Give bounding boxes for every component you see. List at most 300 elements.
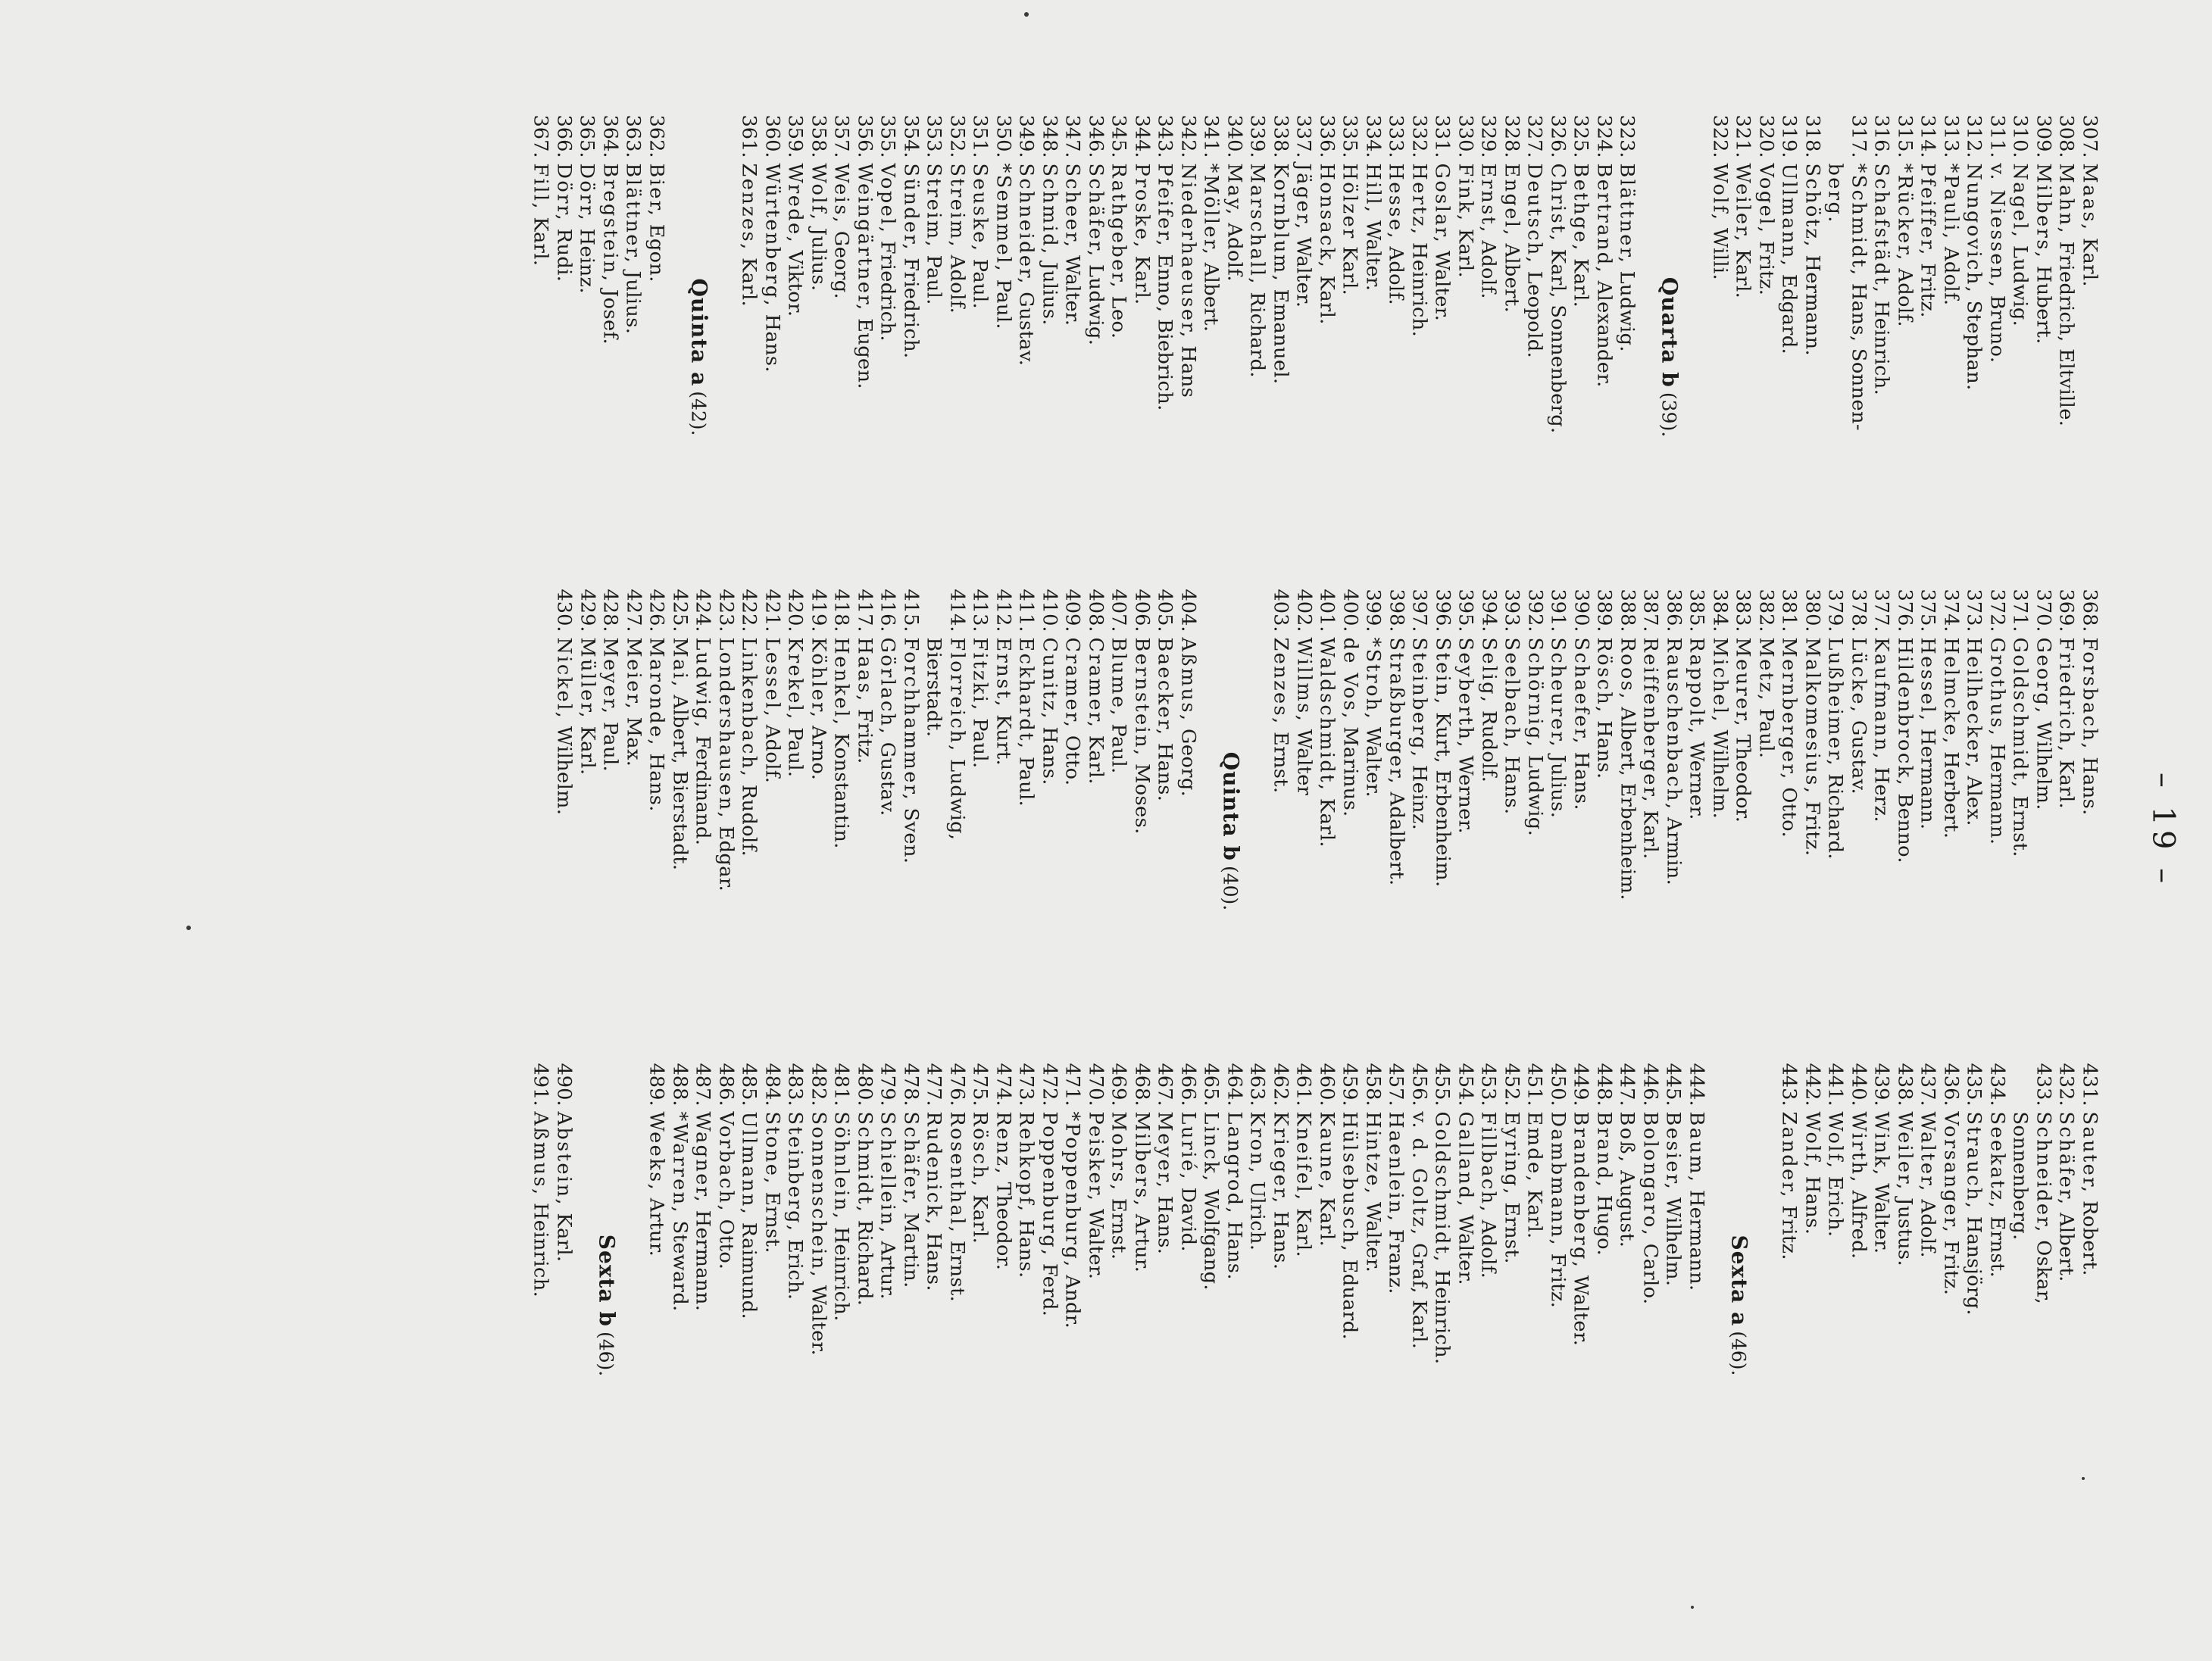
entry-name xyxy=(1386,164,1405,306)
entry-name xyxy=(2079,638,2099,816)
entry-name xyxy=(1062,1112,1082,1329)
given-name: David. xyxy=(1176,1181,1200,1252)
entry-number: 385. xyxy=(1686,589,1708,632)
pupil-entry xyxy=(1683,589,1707,1074)
entry-number: 375. xyxy=(1917,589,1939,632)
given-name: Fritz. xyxy=(1801,795,1824,857)
entry-number: 310. xyxy=(2009,114,2032,158)
given-name: Martin. xyxy=(899,1206,923,1288)
surname: Steinberg, xyxy=(1408,637,1431,759)
given-name: Erich. xyxy=(1824,1169,1847,1238)
given-name: Fritz. xyxy=(1754,234,1778,296)
pupil-entry xyxy=(1983,115,2007,600)
entry-number: 370. xyxy=(2032,589,2055,632)
entry-number: 364. xyxy=(598,114,622,158)
surname: Henkel, xyxy=(830,637,853,727)
pupil-entry xyxy=(1128,589,1154,1074)
pupil-entry xyxy=(736,115,759,600)
surname: Rosenthal, xyxy=(945,1111,969,1235)
pupil-entry xyxy=(1636,1063,1660,1548)
given-name: Viktor. xyxy=(784,244,807,317)
surname: Eyring, xyxy=(1500,1111,1523,1196)
entry-number: 347. xyxy=(1061,114,1084,158)
entry-number: 345. xyxy=(1108,114,1130,158)
pupil-entry xyxy=(643,1063,667,1548)
surname: Wink, xyxy=(1870,1111,1893,1177)
entry-number: 383. xyxy=(1732,589,1754,632)
entry-number: 469. xyxy=(1108,1063,1130,1107)
pupil-entry xyxy=(1891,1063,1917,1548)
pupil-entry xyxy=(1174,1063,1198,1548)
entry-number: 442. xyxy=(1801,1063,1824,1107)
given-name: Fritz. xyxy=(853,702,876,764)
pupil-entry xyxy=(2076,589,2099,1074)
entry-number: 460. xyxy=(1315,1063,1339,1107)
entry-name xyxy=(1409,638,1429,831)
pupil-entry xyxy=(1013,1063,1036,1548)
given-name: Ernst. xyxy=(945,1234,969,1303)
given-name: Artur. xyxy=(645,1191,668,1257)
given-name: Sven. xyxy=(899,801,923,864)
surname: Müller, xyxy=(576,637,599,720)
entry-number: 372. xyxy=(1985,589,2009,632)
given-name: Walter. xyxy=(1454,1208,1477,1285)
entry-number: 316. xyxy=(1870,114,1893,158)
surname: Florreich, xyxy=(945,637,969,753)
entry-name xyxy=(1039,638,1059,785)
surname: Sünder, xyxy=(899,163,923,251)
pupil-entry xyxy=(828,1063,851,1548)
surname: Wolf, xyxy=(807,163,830,222)
entry-name xyxy=(1871,164,1891,396)
entry-number: 437. xyxy=(1917,1063,1939,1107)
surname: Schiellein, xyxy=(876,1111,899,1235)
entry-name xyxy=(831,164,851,300)
entry-name xyxy=(1662,637,1686,886)
entry-name xyxy=(1547,637,1570,819)
given-name: Karl. xyxy=(576,720,599,776)
entry-name xyxy=(1270,1112,1290,1270)
given-name: Adolf. xyxy=(1477,233,1500,299)
surname: Rösch, xyxy=(1593,637,1616,714)
given-name: Theodor. xyxy=(1732,728,1754,823)
entry-number: 446. xyxy=(1639,1063,1662,1107)
entry-number: 453. xyxy=(1477,1063,1500,1107)
surname: Rudenick, xyxy=(923,1111,945,1227)
surname: Streim, xyxy=(923,163,945,249)
given-name: Friedrich. xyxy=(899,251,923,359)
surname: Kaufmann, xyxy=(1870,637,1893,761)
entry-name xyxy=(1825,164,1845,224)
pupil-entry xyxy=(1590,1063,1614,1548)
entry-name xyxy=(1293,1112,1313,1258)
given-name: Wilhelm. xyxy=(553,720,576,816)
class-name: Quarta b xyxy=(1657,276,1682,388)
surname: Weiler, xyxy=(1732,163,1754,243)
surname: Bernstein, xyxy=(1130,637,1154,757)
surname: Niederhaeuser, xyxy=(1176,163,1200,339)
entry-number: 336. xyxy=(1315,114,1339,158)
pupil-entry xyxy=(1567,589,1591,1074)
given-name: Karl, Sonnenberg. xyxy=(1546,242,1570,434)
pupil-entry xyxy=(1914,1063,1938,1548)
surname: Steinberg, xyxy=(784,1111,807,1233)
given-name: Walter. xyxy=(1570,1269,1592,1347)
surname: Wolf, xyxy=(1801,1111,1824,1170)
entry-name xyxy=(2009,163,2032,327)
entry-name xyxy=(1178,1112,1198,1252)
pupil-entry xyxy=(1983,589,2007,1074)
entry-number: 452. xyxy=(1500,1063,1523,1107)
surname: Dörr, xyxy=(576,163,598,223)
pupil-entry xyxy=(967,115,990,600)
entry-name xyxy=(1987,1112,2007,1279)
entry-name xyxy=(1501,1112,1521,1264)
surname: Ullmann, xyxy=(1778,163,1801,268)
entry-number: 403. xyxy=(1270,589,1292,632)
given-name: Ludwig, xyxy=(945,752,969,841)
entry-number: 371. xyxy=(2009,589,2032,632)
entry-number: 456. xyxy=(1407,1063,1431,1107)
pupil-entry xyxy=(943,589,967,1074)
surname: Goslar, xyxy=(1431,163,1454,245)
entry-number: 458. xyxy=(1361,1063,1385,1107)
pupil-entry xyxy=(943,1063,967,1548)
entry-name xyxy=(1686,638,1706,820)
given-name: Andr. xyxy=(1061,1268,1084,1329)
entry-number: 392. xyxy=(1523,589,1547,632)
surname: Meier, xyxy=(622,637,645,711)
entry-number: 432. xyxy=(2055,1063,2078,1107)
given-name: Egon. xyxy=(645,217,668,283)
surname: Schötz, xyxy=(1801,163,1824,248)
surname: Deutsch, xyxy=(1523,163,1546,265)
surname: Mai, xyxy=(668,637,692,688)
surname: Zenzes, xyxy=(738,163,761,251)
entry-name xyxy=(1732,164,1752,299)
entry-number: 351. xyxy=(969,114,992,158)
given-name: Walter. xyxy=(1061,248,1084,326)
entry-number: 461. xyxy=(1292,1063,1315,1107)
pupil-entry xyxy=(1590,115,1614,600)
pupil-entry xyxy=(1660,589,1686,1074)
entry-name xyxy=(1825,638,1845,860)
given-name: Paul. xyxy=(1015,750,1038,807)
pupil-entry xyxy=(620,115,643,600)
given-name: Ferd. xyxy=(1038,1257,1061,1317)
pupil-entry xyxy=(1244,1063,1267,1548)
entry-name xyxy=(1315,1111,1339,1247)
given-name: Hans. xyxy=(1570,745,1593,810)
entry-number: 308. xyxy=(2055,114,2078,158)
given-name: Georg. xyxy=(1176,722,1200,798)
given-name: Friedrich. xyxy=(876,234,899,342)
surname: Boß, xyxy=(1616,1111,1639,1164)
surname: Aßmus, xyxy=(530,1111,552,1197)
entry-name xyxy=(1848,638,1868,795)
pupil-entry xyxy=(1706,589,1732,1074)
given-name: Fritz. xyxy=(1939,1234,1963,1296)
surname: Schneider, xyxy=(2032,1111,2055,1234)
class-name: Sexta b xyxy=(594,1234,620,1327)
pupil-entry xyxy=(1776,1063,1799,1548)
surname: Goldschmidt, xyxy=(2009,637,2032,789)
surname: Brandenberg, xyxy=(1570,1111,1592,1269)
entry-number: 335. xyxy=(1339,114,1361,158)
entry-number: 352. xyxy=(945,114,969,158)
entry-number: 346. xyxy=(1084,114,1108,158)
entry-name xyxy=(762,164,782,373)
surname: Christ, xyxy=(1546,163,1570,243)
pupil-entry xyxy=(1868,115,1892,600)
surname: Blume, xyxy=(1108,637,1130,717)
given-name: Hans. xyxy=(923,1226,945,1291)
given-name: Julius. xyxy=(807,221,830,292)
entry-number: 315. xyxy=(1893,114,1917,158)
pupil-entry xyxy=(643,589,667,1074)
entry-name xyxy=(785,638,805,778)
given-name: Hans. xyxy=(645,746,668,812)
entry-name xyxy=(1224,164,1244,282)
entry-name xyxy=(923,164,943,305)
surname: *Semmel, xyxy=(992,163,1015,273)
surname: *Stroh, xyxy=(1362,637,1385,721)
surname: Söhnlein, xyxy=(830,1111,853,1221)
entry-name xyxy=(1200,1111,1223,1291)
entry-number: 376. xyxy=(1893,589,1917,632)
given-name: Edgard. xyxy=(1778,267,1801,355)
given-name: Hubert. xyxy=(2032,259,2055,345)
surname: Walter, xyxy=(1917,1111,1939,1193)
surname: Dambmann, xyxy=(1546,1111,1570,1247)
entry-name xyxy=(1084,1111,1108,1280)
pupil-entry xyxy=(1429,589,1452,1074)
entry-number: 430. xyxy=(553,589,576,632)
pupil-entry xyxy=(874,1063,898,1548)
entry-name xyxy=(622,163,645,335)
pupil-entry xyxy=(1822,1063,1845,1548)
given-name: Walter. xyxy=(1292,230,1315,308)
given-name: Karl. xyxy=(969,1188,992,1244)
pupil-entry xyxy=(1868,589,1892,1074)
given-name: Adolf. xyxy=(761,718,784,784)
given-name: Kurt, Erbenheim. xyxy=(1431,705,1454,888)
surname: Peisker, xyxy=(1084,1111,1108,1203)
surname: Baecker, xyxy=(1154,637,1176,737)
pupil-entry xyxy=(1429,1063,1452,1548)
given-name: Hans. xyxy=(1801,1169,1824,1235)
entry-name xyxy=(899,1111,923,1288)
pupil-entry xyxy=(758,589,782,1074)
entry-number: 410. xyxy=(1038,589,1061,632)
surname: Vogel, xyxy=(1754,163,1778,235)
pupil-entry xyxy=(989,1063,1013,1548)
entry-number: 332. xyxy=(1407,114,1431,158)
given-name: Karl. xyxy=(1315,269,1339,325)
surname: Stone, xyxy=(761,1111,784,1185)
given-name: Moses. xyxy=(1130,757,1154,835)
surname: Wirth, xyxy=(1847,1111,1870,1185)
surname: Wolf, xyxy=(1708,163,1732,222)
surname: Schmidt, xyxy=(853,1111,876,1214)
entry-name xyxy=(2056,164,2076,427)
entry-name xyxy=(1224,1112,1244,1280)
pupil-entry xyxy=(1614,115,1637,600)
pupil-entry xyxy=(550,114,576,600)
given-name: Hermann. xyxy=(1801,248,1824,357)
given-name: Hansjörg. xyxy=(1963,1210,1985,1316)
entry-name xyxy=(1478,164,1498,299)
entry-name xyxy=(1917,638,1937,830)
surname: Forchhammer, xyxy=(899,637,923,802)
entry-number: 361. xyxy=(738,114,761,158)
entry-name xyxy=(1130,163,1154,305)
pupil-entry xyxy=(1360,589,1383,1074)
surname: Lußheimer, xyxy=(1824,637,1847,767)
surname: Proske, xyxy=(1130,163,1154,250)
entry-number: 324. xyxy=(1592,114,1616,158)
entry-name xyxy=(2079,164,2099,287)
given-name: Hans. xyxy=(761,308,784,373)
surname: Hülsebusch, xyxy=(1339,1111,1361,1254)
given-name: Oskar, xyxy=(2032,1233,2055,1305)
given-name: Rudi. xyxy=(552,222,576,283)
pupil-entry xyxy=(1937,114,1963,600)
pupil-entry xyxy=(596,115,620,600)
given-name: Hans. xyxy=(1269,1204,1292,1270)
entry-name xyxy=(1062,164,1082,326)
pupil-entry xyxy=(1914,589,1938,1074)
entry-number: 448. xyxy=(1592,1063,1616,1107)
pupil-entry xyxy=(1082,114,1108,600)
surname: Seekatz, xyxy=(1985,1111,2009,1210)
given-name: Hans, Sonnen- xyxy=(1847,276,1870,431)
pupil-entry xyxy=(1059,115,1083,600)
given-name: Heinz. xyxy=(1408,758,1431,831)
entry-number: 466. xyxy=(1176,1063,1200,1107)
surname: Kornblum, xyxy=(1269,163,1292,283)
surname: Hessel, xyxy=(1917,637,1939,723)
given-name: Walter xyxy=(1292,723,1316,796)
pupil-entry xyxy=(874,115,898,600)
entry-number: 382. xyxy=(1754,589,1778,632)
entry-number: 407. xyxy=(1108,589,1130,632)
entry-name xyxy=(1154,638,1174,802)
entry-name xyxy=(2033,638,2053,810)
entry-number: 464. xyxy=(1223,1063,1246,1107)
entry-name xyxy=(1455,638,1475,835)
entry-name xyxy=(668,637,692,871)
pupil-entry xyxy=(1776,115,1799,600)
entry-number: 402. xyxy=(1292,589,1316,632)
pupil-entry xyxy=(1128,114,1154,600)
surname: Lurié, xyxy=(1176,1111,1200,1182)
entry-number: 436. xyxy=(1939,1063,1963,1107)
entry-number: 356. xyxy=(853,114,876,158)
surname: Goldschmidt, xyxy=(1431,1111,1454,1263)
entry-number: 423. xyxy=(714,589,738,632)
entry-number: 477. xyxy=(923,1063,945,1107)
entry-name xyxy=(1247,164,1267,378)
entry-name xyxy=(877,638,897,816)
entry-number: 434. xyxy=(1985,1063,2009,1107)
entry-name xyxy=(877,164,897,342)
entry-number: 325. xyxy=(1570,114,1592,158)
rotated-page xyxy=(1,0,2212,1661)
given-name: Adolf. xyxy=(1223,216,1246,282)
surname: *Schmidt, xyxy=(1847,163,1870,277)
entry-number: 483. xyxy=(784,1063,807,1107)
surname: Linck, xyxy=(1200,1111,1223,1183)
surname: Rathgeber, xyxy=(1108,163,1130,290)
surname: Sonnenschein, xyxy=(807,1111,830,1279)
given-name: Gustav. xyxy=(876,735,899,816)
surname: Ludwig, xyxy=(692,637,714,729)
entry-name xyxy=(552,163,576,283)
pupil-entry xyxy=(689,1063,713,1548)
entry-name xyxy=(2033,1112,2053,1305)
pupil-entry xyxy=(967,1063,990,1548)
entry-name xyxy=(1525,638,1545,837)
pupil-entry xyxy=(1798,115,1822,600)
surname: Mohrs, xyxy=(1108,1111,1130,1192)
entry-name xyxy=(1016,1112,1036,1279)
surname: Schäfer, xyxy=(1084,163,1108,258)
surname: Nungovich, xyxy=(1963,163,1985,295)
entry-number: 417. xyxy=(853,589,876,632)
entry-name xyxy=(623,638,643,767)
entry-name xyxy=(1270,164,1290,385)
entry-number: 386. xyxy=(1662,589,1686,632)
surname: Fill, xyxy=(530,163,552,211)
given-name: Leopold. xyxy=(1523,264,1546,359)
surname: de Vos, xyxy=(1339,637,1362,720)
surname: Marschall, xyxy=(1246,163,1269,286)
entry-name xyxy=(808,164,828,292)
entry-number: 411. xyxy=(1015,589,1038,632)
surname: Friedrich, xyxy=(2055,637,2078,754)
entry-number: 480. xyxy=(853,1063,876,1107)
entry-name xyxy=(808,1112,828,1357)
entry-number: 440. xyxy=(1847,1063,1870,1107)
entry-name xyxy=(1939,163,1963,306)
entry-number: 439. xyxy=(1870,1063,1893,1107)
entry-name xyxy=(577,638,597,776)
entry-name xyxy=(1524,1112,1544,1239)
entry-name xyxy=(1339,1112,1359,1341)
given-name: Hans xyxy=(1176,339,1200,398)
given-name: Karl. xyxy=(1523,1183,1546,1239)
surname: Dörr, xyxy=(552,163,576,223)
given-name: Karl. xyxy=(1315,1191,1339,1247)
surname: Krieger, xyxy=(1269,1111,1292,1205)
pupil-entry xyxy=(1174,115,1198,600)
surname: Görlach, xyxy=(876,637,899,736)
pupil-entry xyxy=(1013,589,1036,1074)
entry-number: 367. xyxy=(530,114,552,158)
entry-name xyxy=(831,1112,851,1322)
given-name: Hermann. xyxy=(1685,1183,1708,1291)
pupil-entry xyxy=(1082,1063,1108,1548)
class-count: (42). xyxy=(687,391,710,436)
surname: Brand, xyxy=(1592,1111,1616,1189)
entry-number: 465. xyxy=(1200,1063,1223,1107)
surname: Seyberth, xyxy=(1454,637,1477,749)
pupil-entry xyxy=(989,589,1013,1074)
surname: Ernst, xyxy=(992,637,1015,708)
entry-number: 490. xyxy=(552,1063,576,1107)
given-name: Hermann. xyxy=(1917,722,1939,830)
